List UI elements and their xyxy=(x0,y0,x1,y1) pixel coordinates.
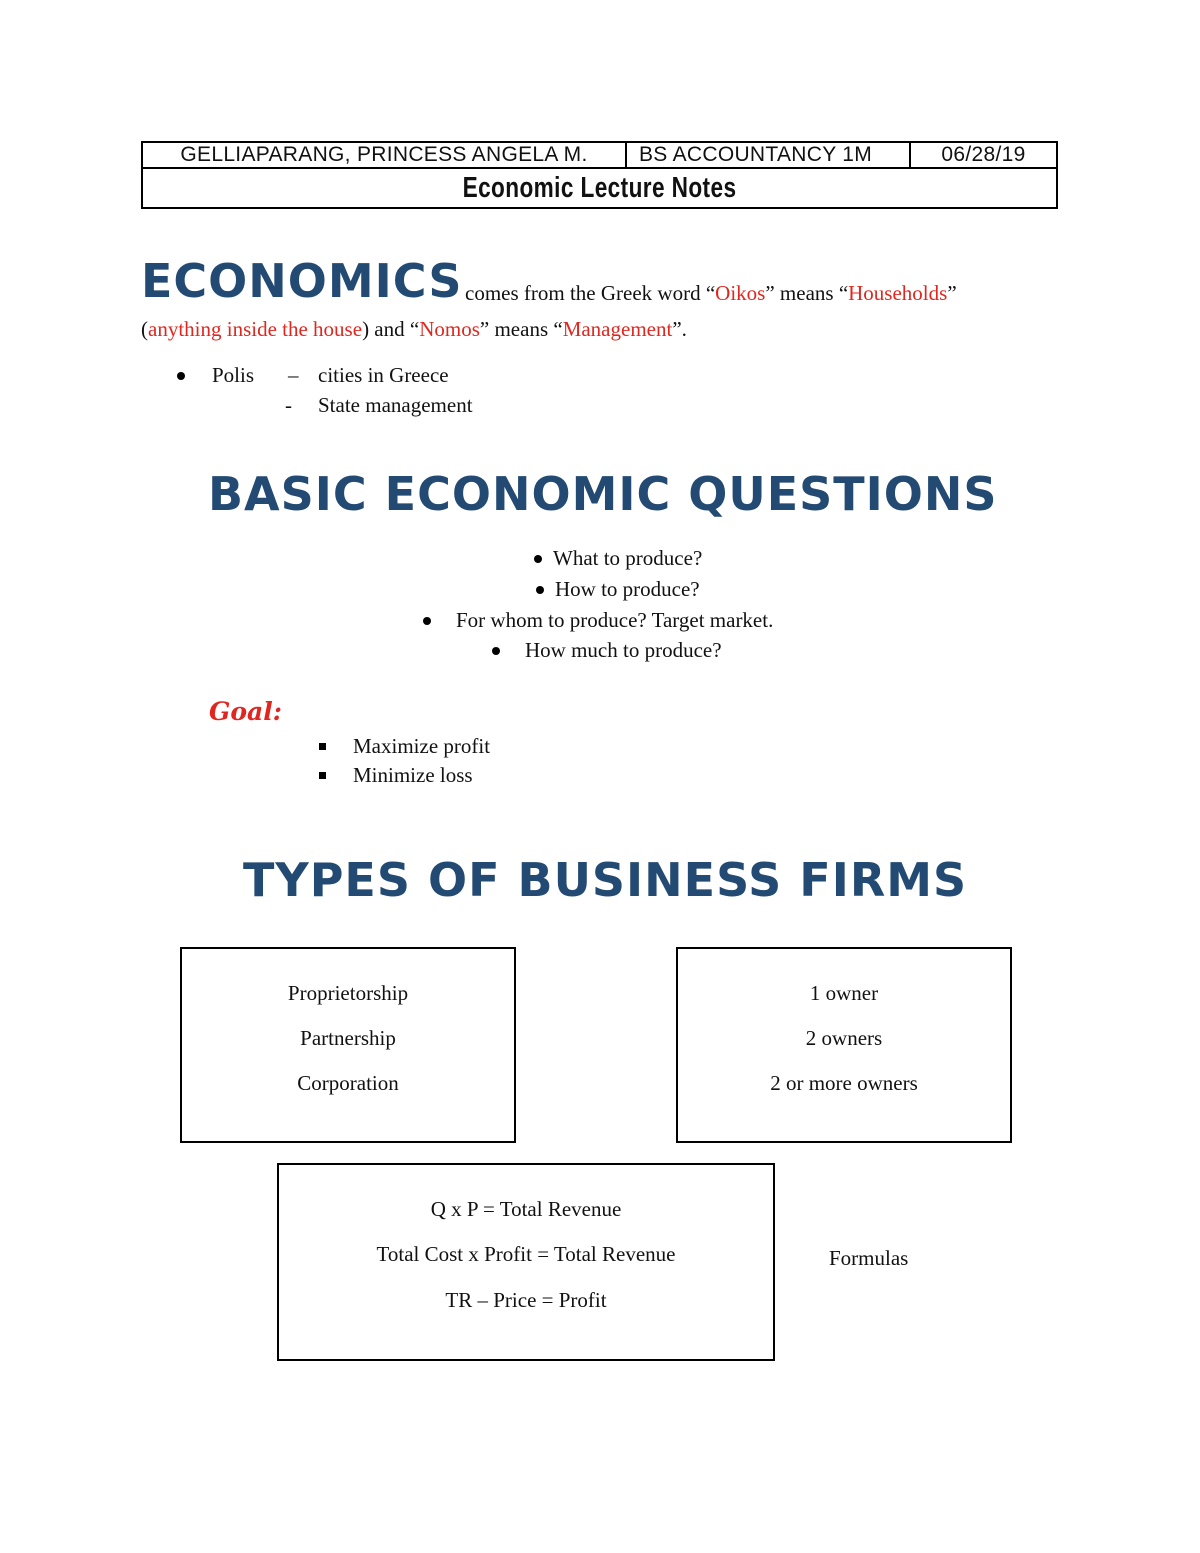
basic-questions-heading: BASIC ECONOMIC QUESTIONS xyxy=(208,467,998,521)
term-management: Management xyxy=(562,317,673,341)
date: 06/28/19 xyxy=(941,143,1026,166)
polis-definition-2: State management xyxy=(318,393,473,417)
term-households: Households xyxy=(848,281,948,305)
bullet-icon xyxy=(423,617,431,625)
formula: TR – Price = Profit xyxy=(445,1288,607,1312)
question-item: How to produce? xyxy=(555,577,700,601)
course: BS ACCOUNTANCY 1M xyxy=(627,143,911,167)
document-title-row xyxy=(141,167,1058,209)
term-nomos: Nomos xyxy=(419,317,480,341)
firm-owners-box xyxy=(676,947,1012,1143)
polis-dash-2: - xyxy=(285,393,292,417)
firm-type: Partnership xyxy=(300,1026,396,1050)
owner-count: 2 owners xyxy=(805,1026,883,1050)
economics-heading: ECONOMICS xyxy=(141,254,463,308)
bullet-icon xyxy=(492,647,500,655)
term-anything-inside-house: anything inside the house xyxy=(148,317,363,341)
document-title: Economic Lecture Notes xyxy=(462,171,737,204)
question-item: What to produce? xyxy=(553,546,703,570)
firm-type: Corporation xyxy=(297,1071,399,1095)
bullet-icon xyxy=(177,372,185,380)
owner-count: 1 owner xyxy=(809,981,879,1005)
bullet-icon xyxy=(536,586,544,594)
question-item: For whom to produce? Target market. xyxy=(456,608,774,632)
economics-definition-line2: (anything inside the house) and “Nomos” means “Management”. xyxy=(141,317,687,341)
question-item: How much to produce? xyxy=(525,638,722,662)
economics-definition-line1: comes from the Greek word “Oikos” means “Households” xyxy=(465,281,957,305)
goal-item: Maximize profit xyxy=(353,734,491,758)
header-info-row xyxy=(141,141,1058,169)
firm-types-box xyxy=(180,947,516,1143)
term-oikos: Oikos xyxy=(715,281,766,305)
student-name: GELLIAPARANG, PRINCESS ANGELA M. xyxy=(143,143,627,167)
bullet-icon xyxy=(534,555,542,563)
goal-label: Goal: xyxy=(209,697,282,726)
polis-definition-1: cities in Greece xyxy=(318,363,449,387)
firm-type: Proprietorship xyxy=(287,981,409,1005)
square-bullet-icon xyxy=(319,743,326,750)
owner-count: 2 or more owners xyxy=(770,1071,918,1095)
formulas-box xyxy=(277,1163,775,1361)
formula: Total Cost x Profit = Total Revenue xyxy=(376,1242,676,1266)
polis-term: Polis xyxy=(212,363,255,387)
formula: Q x P = Total Revenue xyxy=(430,1197,622,1221)
business-firms-heading: TYPES OF BUSINESS FIRMS xyxy=(243,853,968,907)
square-bullet-icon xyxy=(319,772,326,779)
polis-dash: – xyxy=(288,363,299,387)
formulas-label: Formulas xyxy=(829,1246,909,1270)
goal-item: Minimize loss xyxy=(353,763,473,787)
